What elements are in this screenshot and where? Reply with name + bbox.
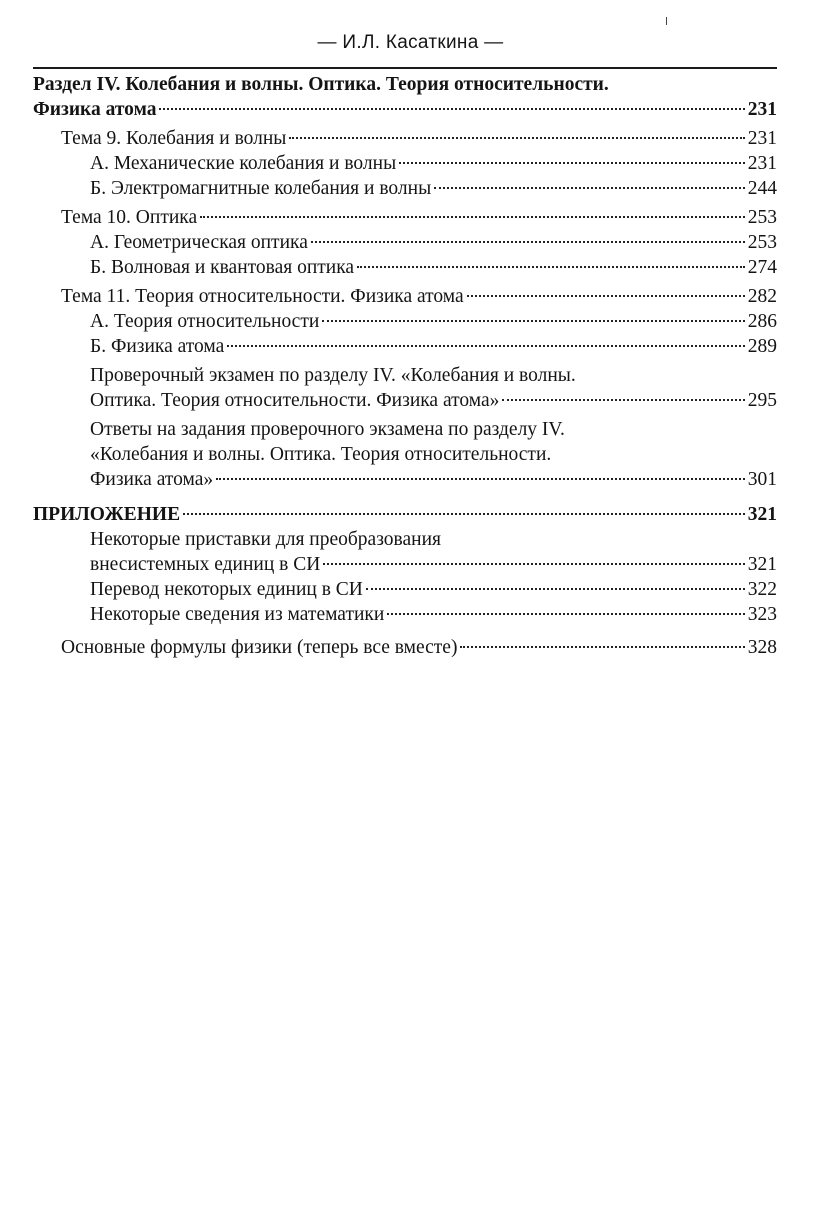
table-of-contents xyxy=(33,72,777,660)
dot-leader xyxy=(434,187,745,189)
toc-page-number: 301 xyxy=(747,469,777,490)
toc-entry-topic-10-b[interactable] xyxy=(33,255,777,280)
toc-entry-topic-11-a[interactable] xyxy=(33,309,777,334)
dot-leader xyxy=(289,137,744,139)
toc-page-number: 321 xyxy=(747,554,777,575)
dot-leader xyxy=(159,108,744,110)
toc-entry-math[interactable] xyxy=(33,602,777,627)
toc-entry-topic-10-a[interactable] xyxy=(33,230,777,255)
toc-page-number: 274 xyxy=(747,257,777,278)
toc-entry-title: А. Теория относительности xyxy=(90,311,320,332)
toc-entry-title: А. Геометрическая оптика xyxy=(90,232,308,253)
toc-answers-title-line1: Ответы на задания проверочного экзамена по разделу IV. xyxy=(90,419,565,440)
toc-page-number: 323 xyxy=(747,604,777,625)
dot-leader xyxy=(467,295,745,297)
toc-entry-units[interactable] xyxy=(33,577,777,602)
toc-answers-title-line2: «Колебания и волны. Оптика. Теория относительности. xyxy=(90,444,552,465)
toc-entry-topic-9-b[interactable] xyxy=(33,176,777,201)
toc-page-number: 286 xyxy=(747,311,777,332)
toc-appendix-title: ПРИЛОЖЕНИЕ xyxy=(33,504,181,525)
toc-entry-title: Б. Электромагнитные колебания и волны xyxy=(90,178,432,199)
toc-entry-topic-11[interactable] xyxy=(33,284,777,309)
toc-entry-title: Б. Волновая и квантовая оптика xyxy=(90,257,355,278)
toc-page-number: 253 xyxy=(747,232,777,253)
toc-section-4-title-line1: Раздел IV. Колебания и волны. Оптика. Теория относительности. xyxy=(33,74,609,95)
toc-page-number: 231 xyxy=(747,153,777,174)
toc-answers-title-line3: Физика атома» xyxy=(90,469,214,490)
dot-leader xyxy=(323,563,744,565)
dot-leader xyxy=(200,216,745,218)
toc-page-number: 321 xyxy=(747,504,777,525)
toc-entry-topic-11-b[interactable] xyxy=(33,334,777,359)
toc-page-number: 253 xyxy=(747,207,777,228)
toc-entry-topic-10[interactable] xyxy=(33,205,777,230)
dot-leader xyxy=(322,320,744,322)
dot-leader xyxy=(399,162,745,164)
toc-page-number: 282 xyxy=(747,286,777,307)
running-head: — И.Л. Касаткина — xyxy=(317,32,504,53)
toc-page-number: 231 xyxy=(747,128,777,149)
dot-leader xyxy=(366,588,745,590)
dot-leader xyxy=(216,478,745,480)
toc-page-number: 289 xyxy=(747,336,777,357)
toc-entry-topic-9-a[interactable] xyxy=(33,151,777,176)
toc-entry-title: Основные формулы физики (теперь все вместе) xyxy=(61,637,458,658)
toc-page-number: 322 xyxy=(747,579,777,600)
toc-entry-title: А. Механические колебания и волны xyxy=(90,153,397,174)
header-rule xyxy=(33,67,777,69)
toc-entry-title: Тема 9. Колебания и волны xyxy=(61,128,287,149)
toc-exam-title-line1: Проверочный экзамен по разделу IV. «Колебания и волны. xyxy=(90,365,576,386)
dot-leader xyxy=(357,266,745,268)
toc-entry-prefixes[interactable] xyxy=(33,552,777,577)
toc-page-number: 328 xyxy=(747,637,777,658)
toc-prefixes-title-line2: внесистемных единиц в СИ xyxy=(90,554,321,575)
toc-entry-exam[interactable] xyxy=(33,388,777,413)
toc-prefixes-title-line1: Некоторые приставки для преобразования xyxy=(90,529,441,550)
dot-leader xyxy=(387,613,744,615)
dot-leader xyxy=(460,646,744,648)
toc-entry-title: Тема 11. Теория относительности. Физика атома xyxy=(61,286,464,307)
toc-entry-appendix[interactable] xyxy=(33,502,777,527)
toc-entry-title: Перевод некоторых единиц в СИ xyxy=(90,579,363,600)
toc-entry-formulas[interactable] xyxy=(33,635,777,660)
toc-page-number: 244 xyxy=(747,178,777,199)
toc-entry-title: Б. Физика атома xyxy=(90,336,225,357)
toc-section-4-title-line2: Физика атома xyxy=(33,99,157,120)
toc-entry-title: Тема 10. Оптика xyxy=(61,207,198,228)
dot-leader xyxy=(502,399,744,401)
toc-entry-answers[interactable] xyxy=(33,467,777,492)
toc-page-number: 231 xyxy=(747,99,777,120)
toc-entry-section-4[interactable] xyxy=(33,97,777,122)
toc-entry-topic-9[interactable] xyxy=(33,126,777,151)
dot-leader xyxy=(227,345,744,347)
scan-artifact-mark xyxy=(666,17,667,25)
toc-page-number: 295 xyxy=(747,390,777,411)
toc-exam-title-line2: Оптика. Теория относительности. Физика атома» xyxy=(90,390,500,411)
toc-entry-title: Некоторые сведения из математики xyxy=(90,604,385,625)
dot-leader xyxy=(183,513,745,515)
dot-leader xyxy=(311,241,745,243)
